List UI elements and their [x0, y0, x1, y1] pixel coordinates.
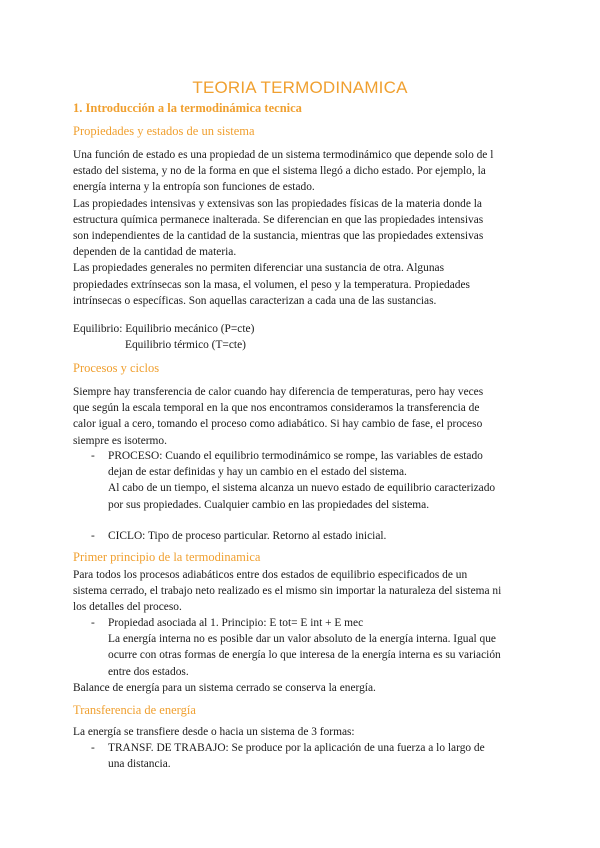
equilibrio-label: Equilibrio: — [73, 323, 123, 335]
text-line: PROCESO: Cuando el equilibrio termodinámico se rompe, las variables de estado — [108, 450, 483, 462]
bullet-transf-trabajo — [73, 740, 533, 772]
text-line: Las propiedades generales no permiten diferenciar una sustancia de otra. Algunas — [73, 262, 445, 275]
equilibrio-mecanico: Equilibrio mecánico (P=cte) — [125, 323, 255, 335]
text-line: Siempre hay transferencia de calor cuando hay diferencia de temperaturas, pero hay veces — [73, 386, 484, 398]
document-title: TEORIA TERMODINAMICA — [192, 78, 408, 97]
text-line: energía interna y la entropía son funciones de estado. — [73, 181, 315, 194]
text-line: Una función de estado es una propiedad de un sistema termodinámico que depende solo de l — [73, 149, 494, 161]
text-line: TRANSF. DE TRABAJO: Se produce por la aplicación de una fuerza a lo largo de — [108, 742, 485, 754]
text-line: Para todos los procesos adiabáticos entre dos estados de equilibrio especificados de un — [73, 569, 468, 581]
text-line: sistema cerrado, el trabajo neto realizado es el mismo sin importar la naturaleza del sistema ni — [73, 585, 502, 598]
bullet-dash: - — [91, 450, 95, 462]
bullet-ciclo — [73, 528, 533, 544]
text-line: los detalles del proceso. — [73, 601, 182, 614]
paragraph-procesos — [73, 384, 533, 449]
text-line: dejan de estar definidas y hay un cambio en el estado del sistema. — [108, 466, 407, 479]
text-line: entre dos estados. — [108, 665, 189, 678]
text-line: intrínsecas o específicas. Son aquellas caracterizan a cada una de las sustancias. — [73, 294, 437, 307]
section-heading-introduccion: 1. Introducción a la termodinámica tecnica — [73, 101, 302, 115]
subheading-propiedades: Propiedades y estados de un sistema — [73, 124, 255, 138]
paragraph-transferencia — [73, 724, 533, 740]
paragraph-propiedades — [73, 147, 533, 309]
text-line: Las propiedades intensivas y extensivas son las propiedades físicas de la materia donde la — [73, 197, 482, 210]
text-line: propiedades extrínsecas son la masa, el volumen, el peso y la temperatura. Propiedades — [73, 278, 470, 291]
bullet-dash: - — [91, 742, 95, 754]
text-line: Al cabo de un tiempo, el sistema alcanza un nuevo estado de equilibrio caracterizado — [108, 482, 496, 495]
subheading-transferencia: Transferencia de energía — [73, 703, 196, 717]
text-line: estado del sistema, y no de la forma en que el sistema llegó a dicho estado. Por ejemplo, la — [73, 165, 486, 178]
text-line: Propiedad asociada al 1. Principio: E tot= E int + E mec — [108, 617, 364, 629]
text-line: que según la escala temporal en la que nos encontramos consideramos la transferencia de — [73, 402, 480, 415]
equilibrio-block — [73, 321, 533, 353]
text-line: dependen de la cantidad de materia. — [73, 246, 237, 259]
bullet-dash: - — [91, 530, 95, 542]
bullet-propiedad-asociada — [73, 615, 533, 680]
bullet-proceso — [73, 448, 533, 513]
text-line: por sus propiedades. Cualquier cambio en las propiedades del sistema. — [108, 498, 430, 511]
text-line: siempre es isotermo. — [73, 434, 167, 447]
text-line: CICLO: Tipo de proceso particular. Retorno al estado inicial. — [108, 530, 387, 542]
text-line: estructura química permanece inalterada. Se diferencian en que las propiedades intensivas — [73, 213, 484, 226]
paragraph-balance — [73, 680, 533, 696]
text-line: Balance de energía para un sistema cerrado se conserva la energía. — [73, 682, 376, 694]
equilibrio-termico: Equilibrio térmico (T=cte) — [125, 339, 246, 352]
text-line: La energía interna no es posible dar un valor absoluto de la energía interna. Igual que — [108, 633, 496, 646]
subheading-primer-principio: Primer principio de la termodinamica — [73, 550, 261, 564]
text-line: La energía se transfiere desde o hacia un sistema de 3 formas: — [73, 726, 355, 738]
text-line: son independientes de la cantidad de la sustancia, mientras que las propiedades extensivas — [73, 230, 484, 243]
paragraph-primer-principio — [73, 567, 533, 616]
bullet-dash: - — [91, 617, 95, 629]
text-line: ocurre con otras formas de energía lo que interesa de la energía interna es su variación — [108, 649, 501, 662]
equilibrio-line-1 — [73, 321, 533, 337]
text-line: una distancia. — [108, 758, 171, 771]
text-line: calor igual a cero, tomando el proceso como adiabático. Si hay cambio de fase, el proceso — [73, 418, 483, 431]
subheading-procesos: Procesos y ciclos — [73, 361, 160, 375]
